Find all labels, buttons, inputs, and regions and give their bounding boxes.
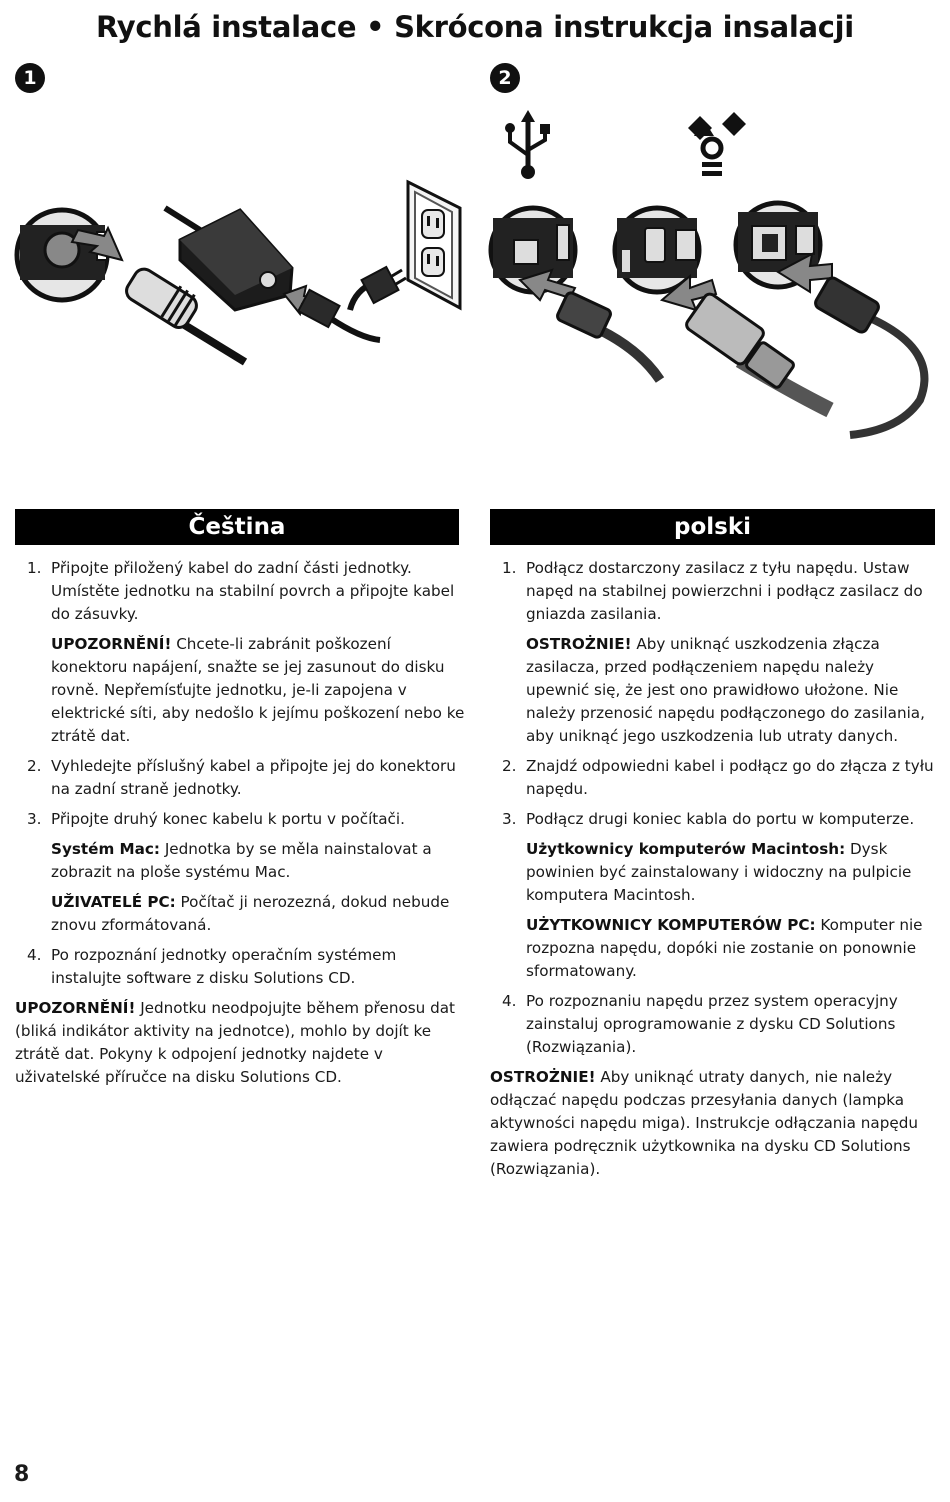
item-number: 3. — [502, 810, 517, 828]
warning-label: UPOZORNĚNÍ! — [15, 999, 136, 1017]
list-item — [15, 944, 470, 990]
pc-note — [15, 891, 470, 937]
item-number: 1. — [502, 559, 517, 577]
usb-cable — [556, 291, 660, 380]
list-item — [15, 808, 470, 831]
warning-label: OSTROŻNIE! — [490, 1068, 596, 1086]
warning-note — [490, 633, 940, 748]
warning-text: Aby uniknąć utraty danych, nie należy odłączać napędu podczas przesyłania danych (lampka aktywności napędu miga). Instrukcje odłączania napędu zawiera podręcznik użytkownika na dysku CD Solutions (Rozwiązania). — [490, 1068, 918, 1178]
step-2-badge: 2 — [490, 63, 520, 93]
setup-illustration — [0, 100, 950, 460]
mac-label: Systém Mac: — [51, 840, 160, 858]
item-text: Podłącz drugi koniec kabla do portu w komputerze. — [526, 810, 915, 828]
item-number: 1. — [27, 559, 42, 577]
item-number: 4. — [27, 946, 42, 964]
item-number: 3. — [27, 810, 42, 828]
mac-text: Dysk powinien być zainstalowany i widoczny na pulpicie komputera Macintosh. — [526, 840, 912, 904]
mac-label: Użytkownicy komputerów Macintosh: — [526, 840, 846, 858]
mac-text: Jednotka by se měla nainstalovat a zobrazit na ploše systému Mac. — [51, 840, 432, 881]
item-number: 2. — [502, 757, 517, 775]
item-text: Po rozpoznání jednotky operačním systémem instalujte software z disku Solutions CD. — [51, 946, 397, 987]
item-text: Znajdź odpowiedni kabel i podłącz go do złącza z tyłu napędu. — [526, 757, 934, 798]
pc-text: Komputer nie rozpozna napędu, dopóki nie zostanie on ponownie sformatowany. — [526, 916, 923, 980]
item-number: 4. — [502, 992, 517, 1010]
list-item — [490, 990, 940, 1059]
warning-label: OSTROŻNIE! — [526, 635, 632, 653]
page-number: 8 — [14, 1462, 30, 1487]
step-1-badge: 1 — [15, 63, 45, 93]
mac-note — [15, 838, 470, 884]
item-text: Vyhledejte příslušný kabel a připojte jej do konektoru na zadní straně jednotky. — [51, 757, 456, 798]
mac-note — [490, 838, 940, 907]
firewire-cable — [684, 292, 830, 410]
list-item — [490, 755, 940, 801]
warning-text: Chcete-li zabránit poškození konektoru napájení, snažte se jej zasunout do disku rovně. Nepřemísťujte jednotku, je-li zapojena v elektrické síti, aby nedošlo k jejímu poškození nebo ke ztrátě dat. — [51, 635, 465, 745]
item-text: Připojte přiložený kabel do zadní části jednotky. Umístěte jednotku na stabilní povrch a připojte kabel do zásuvky. — [51, 559, 455, 623]
usb-icon — [505, 110, 550, 179]
list-item — [15, 755, 470, 801]
warning-label: UPOZORNĚNÍ! — [51, 635, 172, 653]
warning-text: Aby uniknąć uszkodzenia złącza zasilacza, przed podłączeniem napędu należy upewnić się, że jest ono prawidłowo ułożone. Nie należy przenosić napędu podłączonego do zasilania, aby uniknąć jego uszkodzenia lub utraty danych. — [526, 635, 925, 745]
list-item — [15, 557, 470, 626]
list-item — [490, 557, 940, 626]
drive-power-port-closeup — [17, 210, 107, 300]
polish-section-header: polski — [490, 509, 935, 545]
list-item — [490, 808, 940, 831]
pc-label: UŽIVATELÉ PC: — [51, 893, 176, 911]
wall-outlet — [408, 182, 460, 308]
page-title: Rychlá instalace • Skrócona instrukcja insalacji — [96, 10, 854, 44]
firewire-icon — [688, 112, 746, 176]
ac-cord — [298, 267, 406, 340]
item-number: 2. — [27, 757, 42, 775]
firewire-800-cable — [813, 276, 924, 435]
pc-text: Počítač ji nerozezná, dokud nebude znovu zformátovaná. — [51, 893, 450, 934]
czech-column — [15, 557, 470, 1096]
warning-text: Jednotku neodpojujte během přenosu dat (bliká indikátor aktivity na jednotce), mohlo by dojít ke ztrátě dat. Pokyny k odpojení jednotky najdete v uživatelské příručce na disku Solutions CD. — [15, 999, 456, 1086]
item-text: Připojte druhý konec kabelu k portu v počítači. — [51, 810, 405, 828]
warning-note — [15, 633, 470, 748]
item-text: Podłącz dostarczony zasilacz z tyłu napędu. Ustaw napęd na stabilnej powierzchni i podłącz zasilacz do gniazda zasilania. — [526, 559, 923, 623]
pc-label: UŻYTKOWNICY KOMPUTERÓW PC: — [526, 916, 816, 934]
czech-section-header: Čeština — [15, 509, 459, 545]
polish-column — [490, 557, 940, 1188]
item-text: Po rozpoznaniu napędu przez system operacyjny zainstaluj oprogramowanie z dysku CD Solutions (Rozwiązania). — [526, 992, 898, 1056]
warning-note — [490, 1066, 940, 1181]
pc-note — [490, 914, 940, 983]
warning-note — [15, 997, 470, 1089]
